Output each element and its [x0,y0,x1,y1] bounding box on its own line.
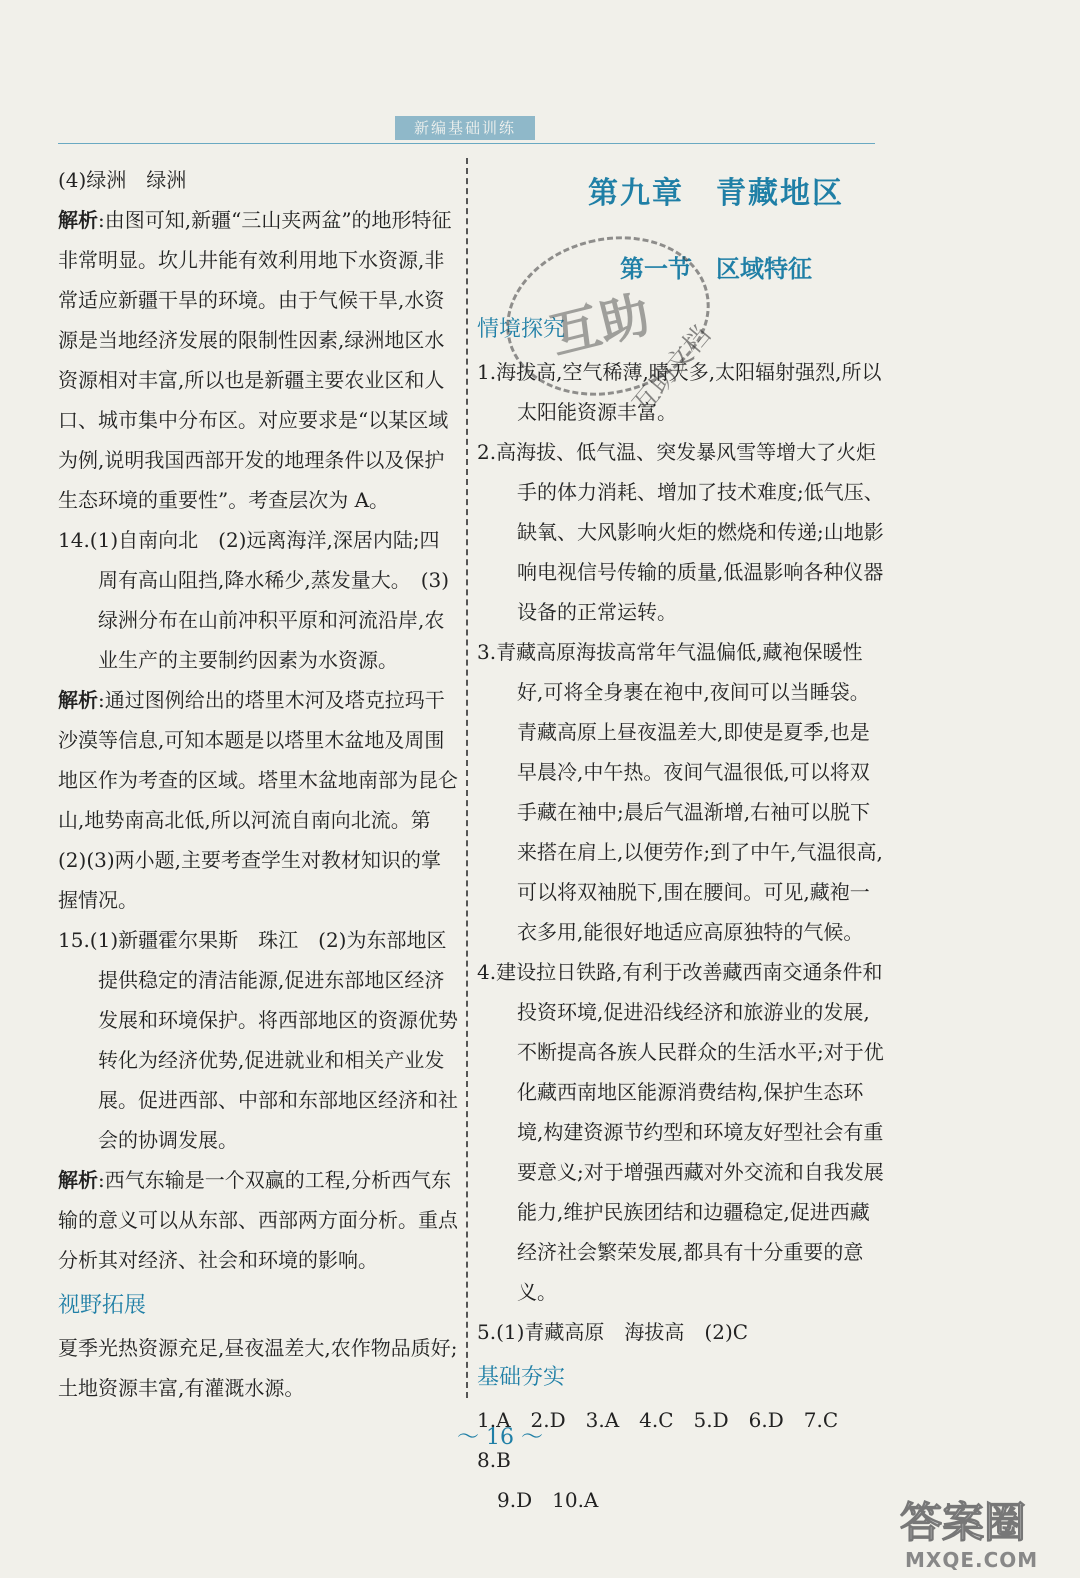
analysis-13 [58,200,458,520]
section-heading-basic: 基础夯实 [477,1365,566,1390]
answer-15: 15.(1)新疆霍尔果斯 珠江 (2)为东部地区提供稳定的清洁能源,促进东部地区经济发展和环境保护。将西部地区的资源优势转化为经济优势,促进就业和相关产业发展。促进西部、中部和东部地区经济和社会的协调发展。 [58,928,458,1152]
analysis-label: 解析 [58,688,98,712]
chapter-title: 第九章 青藏地区 [588,176,844,211]
scene-item-1: 1.海拔高,空气稀薄,晴天多,太阳辐射强烈,所以太阳能资源丰富。 [477,360,882,424]
scene-item-5: 5.(1)青藏高原 海拔高 (2)C [477,1320,749,1344]
column-divider [466,158,468,1398]
page-number: ～ 16 ～ [457,1425,543,1450]
scene-item-2: 2.高海拔、低气温、突发暴风雪等增大了火炬手的体力消耗、增加了技术难度;低气压、缺氧、大风影响火炬的燃烧和传递;山地影响电视信号传输的质量,低温影响各种仪器设备的正常运转。 [477,440,884,624]
header-rule [58,143,875,144]
analysis-15 [58,1160,458,1280]
scene-item-3: 3.青藏高原海拔高常年气温偏低,藏袍保暖性好,可将全身裹在袍中,夜间可以当睡袋。青藏高原上昼夜温差大,即使是夏季,也是早晨冷,中午热。夜间气温很低,可以将双手藏在袖中;晨后气温渐增,右袖可以脱下来搭在肩上,以便劳作;到了中午,气温很高,可以将双袖脱下,围在腰间。可见,藏袍一衣多用,能很好地适应高原独特的气候。 [477,640,883,944]
stamp-sub-text: 互助文档 [627,320,717,420]
answer-14: 14.(1)自南向北 (2)远离海洋,深居内陆;四周有高山阻挡,降水稀少,蒸发量大。 (3)绿洲分布在山前冲积平原和河流沿岸,农业生产的主要制约因素为水资源。 [58,528,450,672]
analysis-14 [58,680,458,920]
section-title: 第一节 区域特征 [620,254,812,283]
expand-text: 夏季光热资源充足,昼夜温差大,农作物品质好;土地资源丰富,有灌溉水源。 [58,1336,458,1400]
watermark-logo: 答案圈 [900,1498,1027,1547]
analysis-text: :由图可知,新疆“三山夹两盆”的地形特征非常明显。坎儿井能有效利用地下水资源,非常适应新疆干旱的环境。由于气候干旱,水资源是当地经济发展的限制性因素,绿洲地区水资源相对丰富,所以也是新疆主要农业区和人口、城市集中分布区。对应要求是“以某区域为例,说明我国西部开发的地理条件以及保护生态环境的重要性”。考查层次为 A。 [58,208,452,512]
answers-line-1: 1.A 2.D 3.A 4.C 5.D 6.D 7.C 8.B [477,1408,859,1472]
left-column [58,160,458,1408]
section-heading-expand: 视野拓展 [58,1293,147,1318]
header-title: 新编基础训练 [395,116,535,140]
answers-line-2: 9.D 10.A [497,1488,599,1512]
scene-item-4: 4.建设拉日铁路,有利于改善藏西南交通条件和投资环境,促进沿线经济和旅游业的发展,不断提高各族人民群众的生活水平;对于优化藏西南地区能源消费结构,保护生态环境,构建资源节约型和环境友好型社会有重要意义;对于增强西藏对外交流和自我发展能力,维护民族团结和边疆稳定,促进西藏经济社会繁荣发展,都具有十分重要的意义。 [477,960,884,1304]
section-heading-scene: 情境探究 [477,317,566,342]
watermark-url: MXQE.COM [905,1548,1039,1572]
stamp-main-text: 互助 [544,284,656,366]
analysis-text: :通过图例给出的塔里木河及塔克拉玛干沙漠等信息,可知本题是以塔里木盆地及周围地区作为考查的区域。塔里木盆地南部为昆仑山,地势南高北低,所以河流自南向北流。第(2)(3)两小题,主要考查学生对教材知识的掌握情况。 [58,688,458,912]
answer-4: (4)绿洲 绿洲 [58,168,187,192]
analysis-label: 解析 [58,208,98,232]
analysis-label: 解析 [58,1168,98,1192]
analysis-text: :西气东输是一个双赢的工程,分析西气东输的意义可以从东部、西部两方面分析。重点分析其对经济、社会和环境的影响。 [58,1168,458,1272]
